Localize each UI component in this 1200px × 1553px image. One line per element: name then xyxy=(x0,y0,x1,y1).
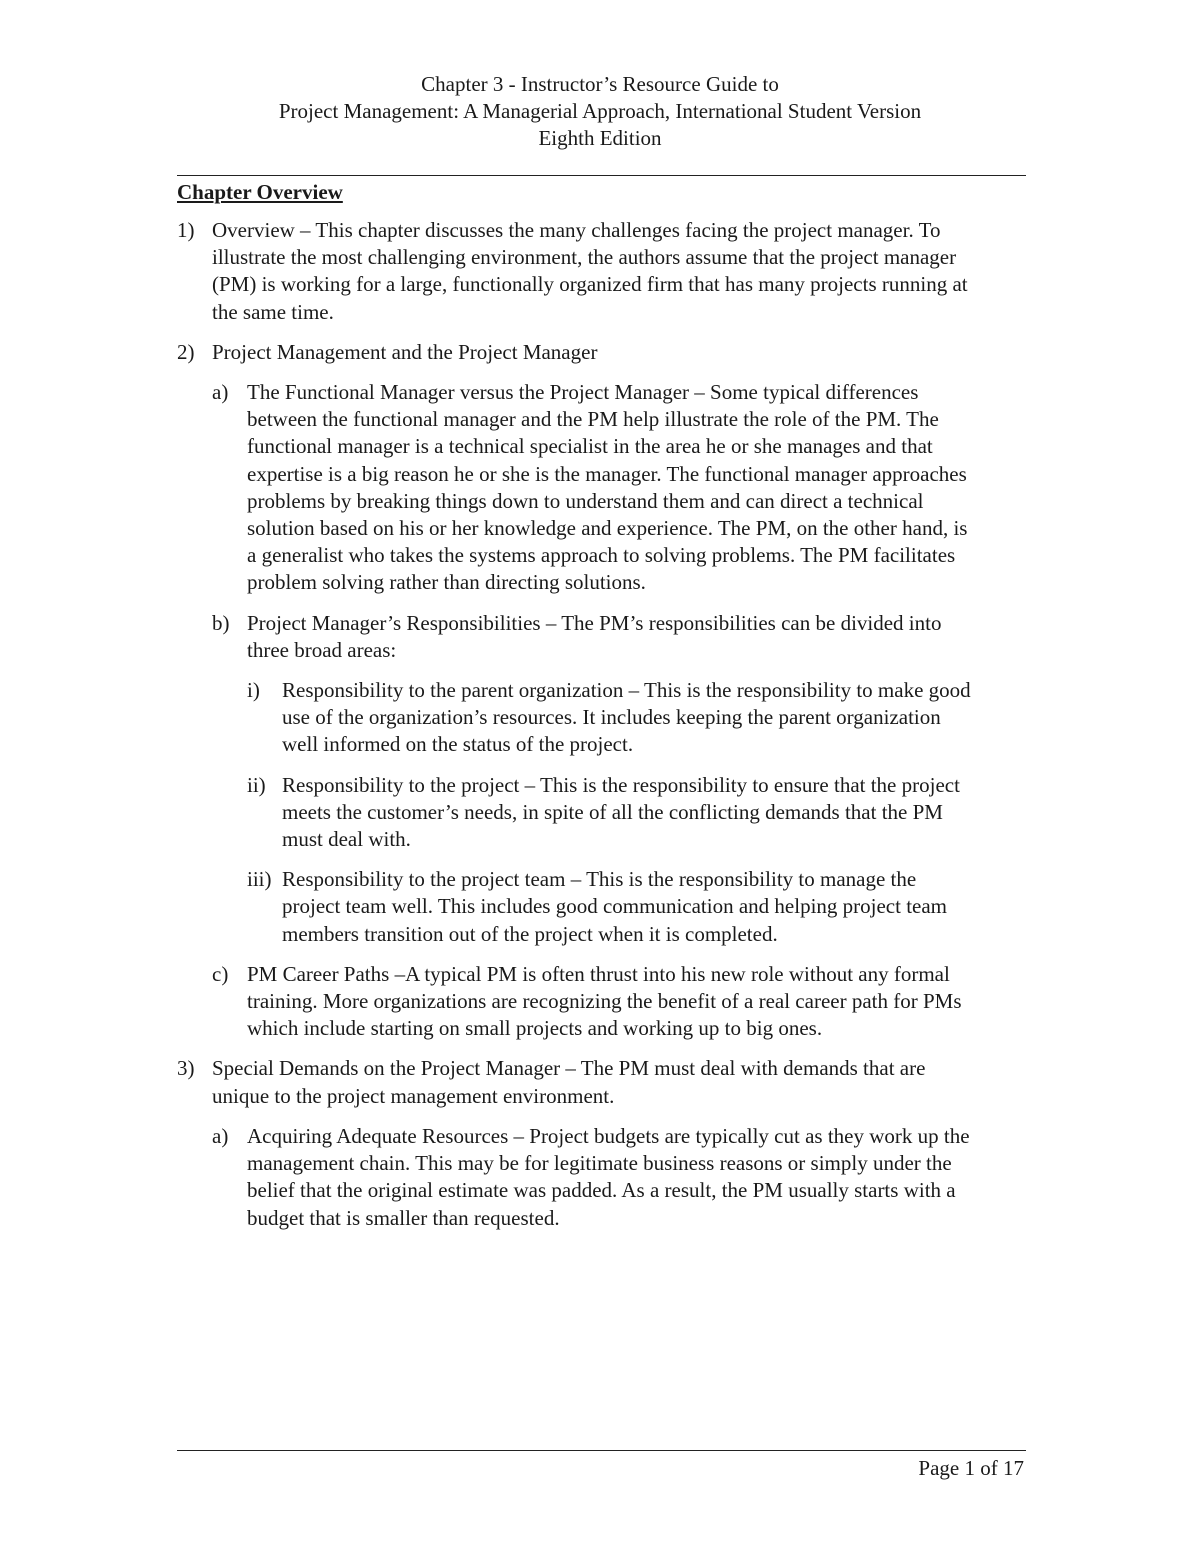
list-marker: ii) xyxy=(247,772,266,797)
list-marker: 2) xyxy=(177,339,195,364)
list-item-text: The Functional Manager versus the Project Manager – Some typical differences between the functional manager and the PM help illustrate the role of the PM. The functional manager is a technical specialist in the area he or she manages and that expertise is a big reason he or she is the manager. The functional manager approaches problems by breaking things down to understand them and can direct a technical solution based on his or her knowledge and experience. The PM, on the other hand, is a generalist who takes the systems approach to solving problems. The PM facilitates problem solving rather than directing solutions. xyxy=(247,380,968,595)
list-item-2b-iii xyxy=(247,866,977,948)
sub-list xyxy=(212,379,977,1042)
list-marker: 1) xyxy=(177,218,195,242)
list-marker: a) xyxy=(212,380,229,405)
list-item-text: PM Career Paths –A typical PM is often thrust into his new role without any formal training. More organizations are recognizing the benefit of a real career path for PMs which include starting on small projects and working up to big ones. xyxy=(247,961,962,1041)
list-item-2c xyxy=(212,961,977,1043)
sub-list xyxy=(212,1123,977,1232)
document-header xyxy=(0,71,1200,152)
list-marker: i) xyxy=(247,678,260,703)
list-item-2b-i xyxy=(247,677,977,759)
list-item-text: Project Management and the Project Manager xyxy=(212,339,598,364)
list-item-text: Responsibility to the project team – This is the responsibility to manage the project team well. This includes good communication and helping project team members transition out of the project when it is completed. xyxy=(282,867,948,946)
header-line-2: Project Management: A Managerial Approach, International Student Version xyxy=(278,99,922,123)
list-item-2a xyxy=(212,379,977,597)
list-item-text: Responsibility to the project – This is the responsibility to ensure that the project meets the customer’s needs, in spite of all the conflicting demands that the PM must deal with. xyxy=(282,772,960,852)
list-item-text: Special Demands on the Project Manager – The PM must deal with demands that are unique to the project management environment. xyxy=(212,1056,926,1108)
list-item-1 xyxy=(177,217,977,326)
list-marker: a) xyxy=(212,1123,229,1148)
document-body xyxy=(177,179,977,1245)
list-item-text: Acquiring Adequate Resources – Project budgets are typically cut as they work up the management chain. This may be for legitimate business reasons or simply under the belief that the original estimate was padded. As a result, the PM usually starts with a budget that is smaller than requested. xyxy=(247,1123,970,1230)
header-divider xyxy=(177,175,1026,176)
sub-sub-list xyxy=(247,677,977,948)
header-line-3: Eighth Edition xyxy=(538,126,662,150)
list-item-2b xyxy=(212,610,977,948)
footer-divider xyxy=(177,1450,1026,1451)
list-item-2b-ii xyxy=(247,772,977,854)
section-title: Chapter Overview xyxy=(177,180,343,204)
list-item-2 xyxy=(177,339,977,1043)
list-item-text: Overview – This chapter discusses the many challenges facing the project manager. To illustrate the most challenging environment, the authors assume that the project manager (PM) is working for a large, functionally organized firm that has many projects running at the same time. xyxy=(212,218,968,324)
page-number: Page 1 of 17 xyxy=(918,1456,1024,1480)
list-marker: 3) xyxy=(177,1056,195,1081)
list-item-text: Project Manager’s Responsibilities – The PM’s responsibilities can be divided into three broad areas: xyxy=(247,610,942,662)
list-item-text: Responsibility to the parent organization – This is the responsibility to make good use of the organization’s resources. It includes keeping the parent organization well informed on the status of the project. xyxy=(282,678,971,757)
list-marker: c) xyxy=(212,961,229,986)
list-item-3a xyxy=(212,1123,977,1232)
list-marker: b) xyxy=(212,610,230,635)
list-item-3 xyxy=(177,1055,977,1231)
list-marker: iii) xyxy=(247,867,272,892)
header-line-1: Chapter 3 - Instructor’s Resource Guide to xyxy=(421,72,779,96)
